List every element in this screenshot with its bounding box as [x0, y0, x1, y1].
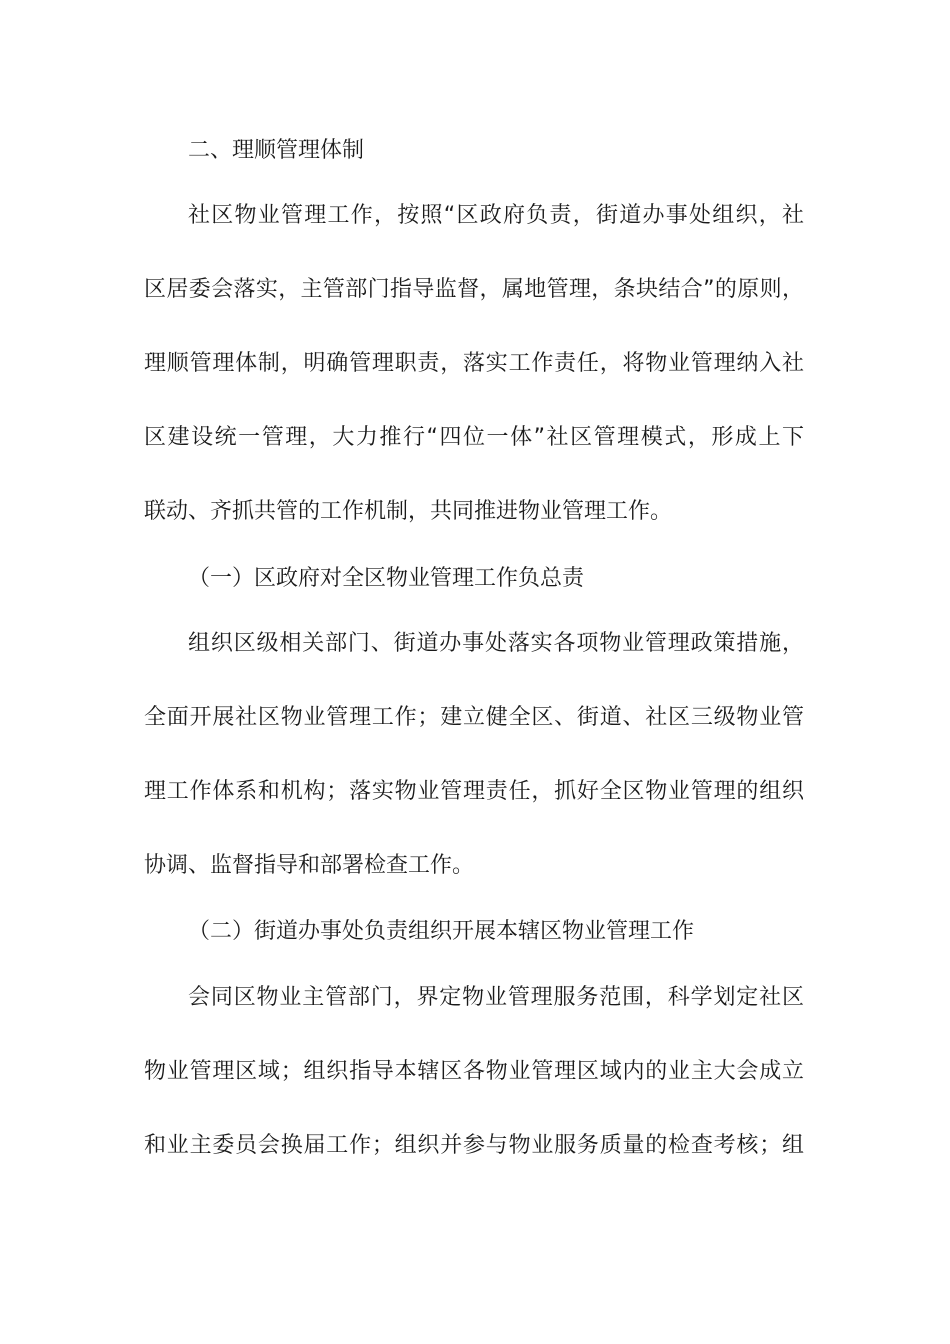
paragraph-line: 区居委会落实，主管部门指导监督，属地管理，条块结合”的原则， [144, 277, 804, 302]
paragraph-line: 和业主委员会换届工作；组织并参与物业服务质量的检查考核；组 [144, 1133, 804, 1158]
subsection-heading-2: （二）街道办事处负责组织开展本辖区物业管理工作 [188, 919, 695, 944]
paragraph-line: 会同区物业主管部门，界定物业管理服务范围，科学划定社区 [188, 985, 804, 1010]
paragraph-line: 理顺管理体制，明确管理职责，落实工作责任，将物业管理纳入社 [144, 351, 804, 376]
paragraph-line: 全面开展社区物业管理工作；建立健全区、街道、社区三级物业管 [144, 705, 804, 730]
paragraph-line: 区建设统一管理，大力推行“四位一体”社区管理模式，形成上下 [144, 425, 804, 450]
paragraph-line: 物业管理区域；组织指导本辖区各物业管理区域内的业主大会成立 [144, 1059, 804, 1084]
section-heading: 二、理顺管理体制 [188, 138, 365, 163]
paragraph-line: 协调、监督指导和部署检查工作。 [144, 853, 475, 878]
paragraph-line: 联动、齐抓共管的工作机制，共同推进物业管理工作。 [144, 499, 673, 524]
paragraph-line: 社区物业管理工作，按照“区政府负责，街道办事处组织，社 [188, 203, 804, 228]
paragraph-line: 组织区级相关部门、街道办事处落实各项物业管理政策措施， [188, 631, 804, 656]
paragraph-line: 理工作体系和机构；落实物业管理责任，抓好全区物业管理的组织 [144, 779, 804, 804]
subsection-heading-1: （一）区政府对全区物业管理工作负总责 [188, 566, 585, 591]
